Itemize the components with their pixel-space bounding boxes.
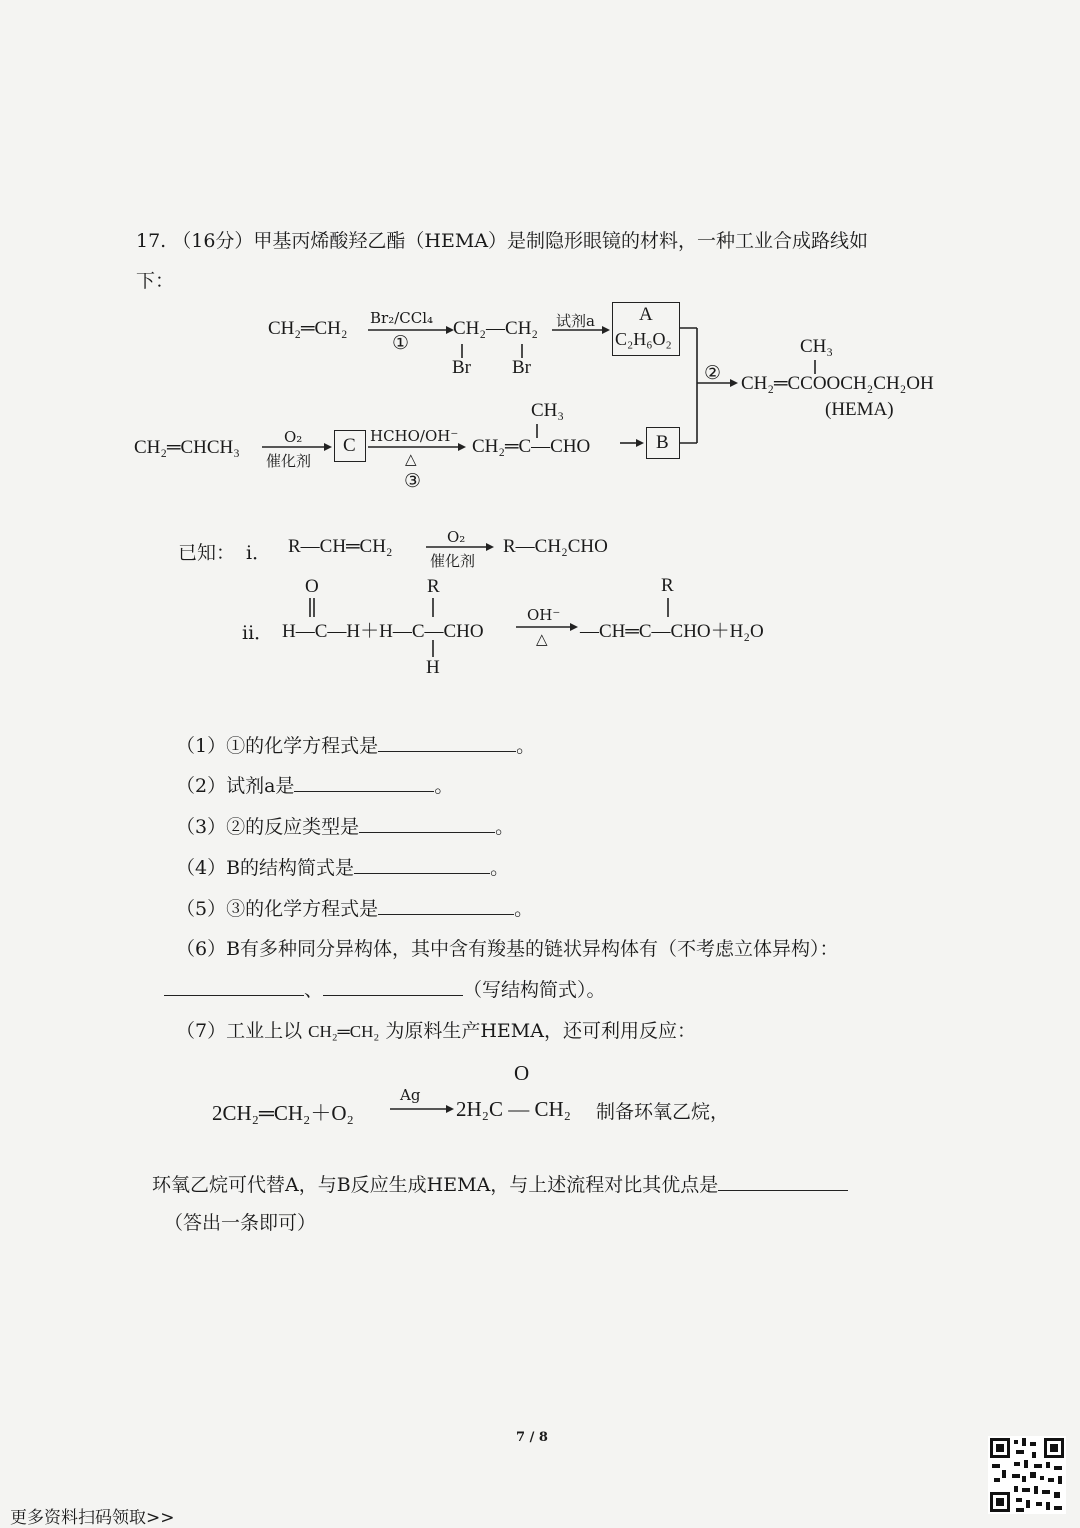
methacrolein-formula: CH₂═C—CHO <box>472 436 591 457</box>
hema-formula: CH₂═CCOOCH₂CH₂OH <box>741 373 934 394</box>
known-i-left: R—CH═CH₂ <box>288 536 393 557</box>
reaction7-tail: 制备环氧乙烷， <box>596 1101 730 1123</box>
known-i-catalyst: 催化剂 <box>430 552 476 570</box>
step3-marker: ③ <box>404 470 422 492</box>
subquestion-2 <box>176 771 453 798</box>
subquestion-1-text: （1）①的化学方程式是 <box>176 735 379 757</box>
period-4: 。 <box>490 857 510 879</box>
br-left: Br <box>452 357 471 378</box>
known-ii-delta: △ <box>536 630 548 648</box>
box-b-label: B <box>656 432 669 453</box>
subquestion-6-tail: （写结构简式）。 <box>463 979 606 1001</box>
step1-marker: ① <box>392 332 410 354</box>
known-ii-label: ii． <box>242 622 274 644</box>
answer-blank-4[interactable] <box>354 855 490 874</box>
question-header: 17. （16分）甲基丙烯酸羟乙酯（HEMA）是制隐形眼镜的材料，一种工业合成路线如 <box>136 230 869 252</box>
promo-text[interactable]: 更多资料扫码领取>> <box>10 1508 175 1528</box>
page-number: 7 / 8 <box>516 1430 548 1445</box>
box-c <box>334 430 366 462</box>
period-1: 。 <box>516 735 536 757</box>
known-ii-oh: OH⁻ <box>527 606 561 624</box>
box-a-formula: C₂H₆O₂ <box>615 329 672 349</box>
closing-line2: （答出一条即可） <box>164 1212 317 1234</box>
closing-line1 <box>152 1170 848 1197</box>
answer-blank-7[interactable] <box>718 1172 848 1191</box>
box-a-label: A <box>639 304 653 325</box>
subquestion-1 <box>176 731 535 758</box>
subquestion-7 <box>176 1016 696 1043</box>
known-ii-r-right: R <box>661 575 674 596</box>
known-ii-o: O <box>305 576 319 597</box>
delta-label: △ <box>405 450 417 468</box>
subquestion-7-post: 为原料生产HEMA，还可利用反应： <box>385 1020 696 1042</box>
known-ii-r-top: R <box>427 576 440 597</box>
subquestion-6: （6）B有多种同分异构体，其中含有羧基的链状异构体有（不考虑立体异构）： <box>176 938 839 960</box>
br2-ccl4-label: Br₂/CCl₄ <box>370 309 434 327</box>
subquestion-7-pre: （7）工业上以 <box>176 1020 303 1042</box>
reagent-a-label: 试剂a <box>556 312 595 330</box>
answer-blank-2[interactable] <box>294 773 434 792</box>
subquestion-7-ethylene: CH₂═CH₂ <box>308 1022 380 1041</box>
box-c-label: C <box>343 435 356 456</box>
hcho-label: HCHO/OH⁻ <box>370 427 459 445</box>
br-right: Br <box>512 357 531 378</box>
answer-blank-6a[interactable] <box>164 977 304 996</box>
known-i-right: R—CH₂CHO <box>503 536 608 557</box>
ethylene-formula: CH₂═CH₂ <box>268 318 348 339</box>
subquestion-6-answers <box>164 975 606 1002</box>
answer-blank-3[interactable] <box>359 814 495 833</box>
hema-name: (HEMA) <box>825 399 894 420</box>
subquestion-2-text: （2）试剂a是 <box>176 775 295 797</box>
answer-blank-5[interactable] <box>378 896 514 915</box>
reaction7-ag: Ag <box>400 1086 421 1104</box>
hema-ch3: CH₃ <box>800 336 834 357</box>
box-a <box>612 302 680 356</box>
answer-blank-6b[interactable] <box>323 977 463 996</box>
reaction7-right: 2H₂C — CH₂ <box>456 1097 571 1121</box>
subquestion-4 <box>176 853 509 880</box>
known-i-label: i． <box>246 542 272 564</box>
question-header-cont: 下： <box>136 270 175 292</box>
period-5: 。 <box>514 898 534 920</box>
closing-line1-text: 环氧乙烷可代替A，与B反应生成HEMA，与上述流程对比其优点是 <box>152 1174 719 1196</box>
period-2: 。 <box>434 775 454 797</box>
answer-blank-1[interactable] <box>378 733 516 752</box>
known-label: 已知： <box>178 542 236 564</box>
catalyst-label: 催化剂 <box>266 452 312 470</box>
propene-formula: CH₂═CHCH₃ <box>134 437 240 458</box>
subquestion-4-text: （4）B的结构简式是 <box>176 857 355 879</box>
subquestion-3 <box>176 812 514 839</box>
period-3: 。 <box>495 816 515 838</box>
known-ii-right: —CH═C—CHO＋H₂O <box>580 621 764 642</box>
known-ii-left: H—C—H＋H—C—CHO <box>282 621 484 642</box>
reaction7-epoxide-o: O <box>514 1061 530 1085</box>
reaction7-left: 2CH₂═CH₂＋O₂ <box>212 1101 354 1125</box>
dibromoethane-formula: CH₂—CH₂ <box>453 318 539 339</box>
known-i-o2: O₂ <box>447 528 466 546</box>
subquestion-5-text: （5）③的化学方程式是 <box>176 898 379 920</box>
subquestion-5 <box>176 894 533 921</box>
o2-label: O₂ <box>284 428 303 446</box>
box-b <box>646 427 680 459</box>
qr-code-icon[interactable] <box>988 1436 1066 1514</box>
step2-marker: ② <box>704 362 722 384</box>
known-ii-h-bottom: H <box>426 657 440 678</box>
subquestion-3-text: （3）②的反应类型是 <box>176 816 360 838</box>
qr-code-graphic <box>988 1436 1066 1514</box>
methacrolein-ch3: CH₃ <box>531 400 565 421</box>
subquestion-6-sep: 、 <box>304 979 324 1001</box>
